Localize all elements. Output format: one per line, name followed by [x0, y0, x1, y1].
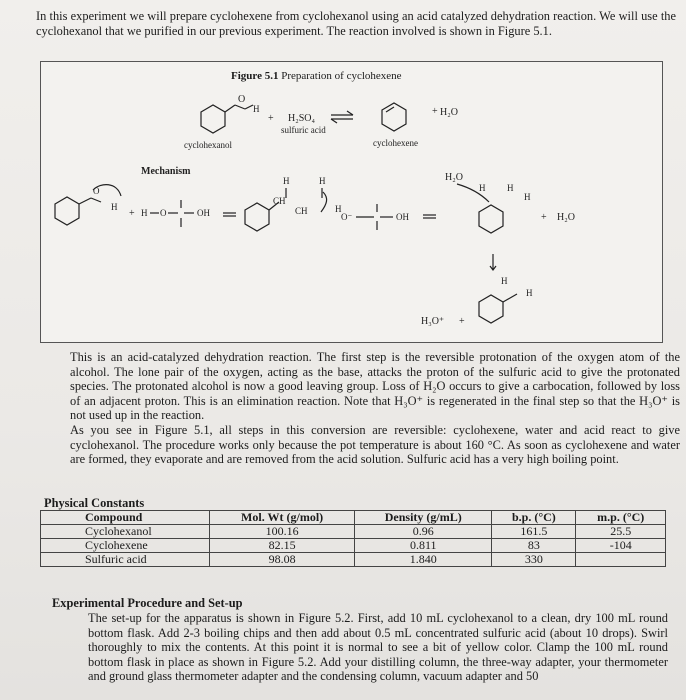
- figure-title: Figure 5.1 Preparation of cyclohexene: [231, 70, 402, 82]
- cell-compound: Sulfuric acid: [41, 553, 210, 567]
- header-bp: b.p. (°C): [492, 511, 576, 525]
- fin-h-2: H: [526, 288, 533, 298]
- plus-bottom: +: [459, 316, 465, 327]
- byproduct-water: H₂O: [440, 107, 458, 118]
- figure-5-1: [40, 61, 663, 343]
- cell-density: 0.811: [355, 539, 492, 553]
- reagent-formula: H₂SO₄: [288, 113, 315, 124]
- cyclohexanol-ring: [201, 105, 225, 133]
- cat-h-2: H: [507, 183, 514, 193]
- plus-right: +: [541, 212, 547, 223]
- cell-mp: [576, 553, 666, 567]
- reaction-scheme: [41, 62, 662, 342]
- table-row: [41, 553, 666, 567]
- h-top-2: H: [319, 176, 326, 186]
- h-top-1: H: [283, 176, 290, 186]
- cell-compound: Cyclohexene: [41, 539, 210, 553]
- reactant-name: cyclohexanol: [184, 140, 232, 150]
- mid-oh: OH: [396, 212, 409, 222]
- procedure-text: The set-up for the apparatus is shown in Figure 5.2. First, add 10 mL cyclohexanol to a clean, dry 100 mL round bottom flask. Add 2-3 boiling chips and then add about 0.5 mL concentrated sulfuric acid (about 10 drops). Swirl thoroughly to mix the contents. At this point it is normal to see a bit of yellow color. Clamp the 100 mL round bottom flask in place as shown in Figure 5.2. Add your distilling column, the three-way adapter, your thermometer and ground glass thermometer adapter and the condensing column, vacuum adapter and 50: [88, 611, 668, 684]
- procedure-title: Experimental Procedure and Set-up: [52, 596, 243, 610]
- table-row: [41, 539, 666, 553]
- header-compound: Compound: [41, 511, 210, 525]
- constants-table: [40, 510, 666, 567]
- ch-label: CH: [273, 196, 286, 206]
- product-name: cyclohexene: [373, 138, 418, 148]
- mech-h: H: [111, 202, 118, 212]
- table-row: [41, 525, 666, 539]
- h-side: H: [335, 204, 342, 214]
- ch-label-2: CH: [295, 206, 308, 216]
- cell-mp: 25.5: [576, 525, 666, 539]
- procedure-paragraph: [48, 611, 668, 684]
- acid-o: O: [160, 208, 167, 218]
- carbocation-ring: [479, 205, 503, 233]
- cat-h-3: H: [524, 192, 531, 202]
- cell-mp: -104: [576, 539, 666, 553]
- cell-mol-wt: 100.16: [210, 525, 355, 539]
- header-mol-wt: Mol. Wt (g/mol): [210, 511, 355, 525]
- cell-bp: 83: [492, 539, 576, 553]
- plus-sign-2: +: [432, 106, 438, 117]
- plus-sign: +: [268, 113, 274, 124]
- cell-mol-wt: 82.15: [210, 539, 355, 553]
- water-right: H₂O: [557, 212, 575, 223]
- mech-o: O: [93, 186, 100, 196]
- mech-plus: +: [129, 208, 135, 219]
- water-top: H₂O: [445, 172, 463, 183]
- constants-title: Physical Constants: [44, 496, 145, 510]
- fin-h-1: H: [501, 276, 508, 286]
- reagent-name: sulfuric acid: [281, 125, 326, 135]
- h-label: H: [253, 104, 260, 114]
- cat-h-1: H: [479, 183, 486, 193]
- mech-cyclohexanol-ring: [55, 197, 79, 225]
- intro-paragraph: In this experiment we will prepare cyclohexene from cyclohexanol using an acid catalyzed dehydration reaction. We will use the cyclohexanol that we purified in our previous experiment. The reaction involved is shown in Figure 5.1.: [36, 9, 676, 38]
- discussion-paragraph-1: This is an acid-catalyzed dehydration reaction. The first step is the reversible protonation of the oxygen atom of the alcohol. The lone pair of the oxygen, acting as the base, attacks the proton of the sulfuric acid to give the protonated species. The protonated alcohol is now a good leaving group. Loss of H₂O occurs to give a carbocation, followed by loss of an adjacent proton. This is an elimination reaction. Note that H₃O⁺ is regenerated in the final step so that the H₃O⁺ is not used up in the reaction.: [70, 350, 680, 423]
- header-mp: m.p. (°C): [576, 511, 666, 525]
- o-label: O: [238, 94, 246, 105]
- cell-bp: 330: [492, 553, 576, 567]
- hydronium: H₃O⁺: [421, 316, 445, 327]
- cell-mol-wt: 98.08: [210, 553, 355, 567]
- header-density: Density (g/mL): [355, 511, 492, 525]
- cell-bp: 161.5: [492, 525, 576, 539]
- mechanism-label: Mechanism: [141, 166, 191, 177]
- table-header-row: [41, 511, 666, 525]
- mid-o-minus: O⁻: [341, 212, 353, 222]
- cell-density: 0.96: [355, 525, 492, 539]
- discussion-paragraph-2: As you see in Figure 5.1, all steps in this conversion are reversible: cyclohexene, water and acid react to give cyclohexanol. The procedure works only because the pot temperature is about 160 °C. As soon as cyclohexene and water are formed, they evaporate and are removed from the acid solution. Sulfuric acid has a very high boiling point.: [70, 422, 680, 467]
- cell-density: 1.840: [355, 553, 492, 567]
- final-cyclohexene-ring: [479, 295, 503, 323]
- acid-oh: OH: [197, 208, 210, 218]
- protonated-ring: [245, 203, 269, 231]
- acid-h: H: [141, 208, 148, 218]
- discussion-paragraphs: [40, 350, 680, 467]
- cell-compound: Cyclohexanol: [41, 525, 210, 539]
